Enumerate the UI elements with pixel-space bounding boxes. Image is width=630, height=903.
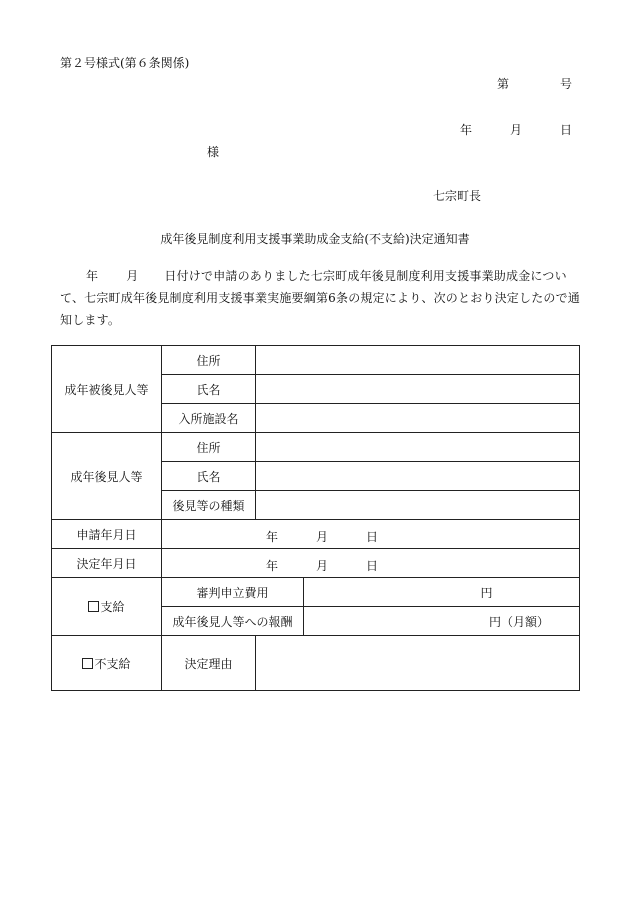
ward-group-label: 成年被後見人等: [52, 346, 162, 433]
body-paragraph: 日付けで申請のありました七宗町成年後見制度利用支援事業助成金について、七宗町成年後見制度利用支援事業実施要綱第6条の規定により、次のとおり決定したので通知します。: [60, 269, 580, 327]
application-date-year: 年: [266, 530, 279, 544]
payment-checkbox[interactable]: [88, 601, 99, 612]
issue-date-day: 日: [560, 123, 573, 137]
form-label: 第２号様式(第６条関係): [60, 56, 190, 70]
ward-facility-field[interactable]: [256, 404, 580, 433]
issuer: 七宗町長: [433, 189, 482, 203]
guardian-address-field[interactable]: [256, 433, 580, 462]
issue-date-year: 年: [460, 123, 473, 137]
issue-date-month: 月: [510, 123, 523, 137]
guardian-type-label: 後見等の種類: [162, 491, 256, 520]
non-payment-option[interactable]: [52, 636, 162, 691]
application-date-month: 月: [316, 530, 329, 544]
ward-address-field[interactable]: [256, 346, 580, 375]
compensation-yen: 円（月額）: [488, 614, 549, 629]
number-prefix: 第: [497, 77, 510, 91]
body-month: 月: [126, 269, 139, 283]
decision-date-day: 日: [366, 559, 379, 573]
guardian-group-label: 成年後見人等: [52, 433, 162, 520]
decision-reason-field[interactable]: [256, 636, 580, 691]
ward-address-label: 住所: [162, 346, 256, 375]
trial-fee-label: 審判申立費用: [162, 578, 304, 607]
ward-name-label: 氏名: [162, 375, 256, 404]
guardian-type-field[interactable]: [256, 491, 580, 520]
non-payment-label: 不支給: [94, 656, 131, 671]
decision-date-month: 月: [316, 559, 329, 573]
ward-name-field[interactable]: [256, 375, 580, 404]
guardian-name-label: 氏名: [162, 462, 256, 491]
document-title: 成年後見制度利用支援事業助成金支給(不支給)決定通知書: [160, 232, 470, 246]
payment-option[interactable]: [52, 578, 162, 636]
recipient: 様: [207, 145, 220, 159]
application-date-field[interactable]: [162, 520, 580, 549]
decision-table: [51, 345, 580, 691]
decision-reason-label: 決定理由: [162, 636, 256, 691]
trial-fee-field[interactable]: [304, 578, 580, 607]
guardian-name-field[interactable]: [256, 462, 580, 491]
trial-fee-yen: 円: [480, 585, 493, 600]
compensation-label: 成年後見人等への報酬: [162, 607, 304, 636]
ward-facility-label: 入所施設名: [162, 404, 256, 433]
decision-date-field[interactable]: [162, 549, 580, 578]
decision-date-year: 年: [266, 559, 279, 573]
number-suffix: 号: [559, 77, 572, 91]
compensation-field[interactable]: [304, 607, 580, 636]
application-date-day: 日: [366, 530, 379, 544]
body-year: 年: [86, 269, 99, 283]
guardian-address-label: 住所: [162, 433, 256, 462]
application-date-label: 申請年月日: [52, 520, 162, 549]
decision-date-label: 決定年月日: [52, 549, 162, 578]
body-text: [60, 265, 582, 331]
payment-label: 支給: [100, 600, 125, 614]
non-payment-checkbox[interactable]: [82, 658, 93, 669]
